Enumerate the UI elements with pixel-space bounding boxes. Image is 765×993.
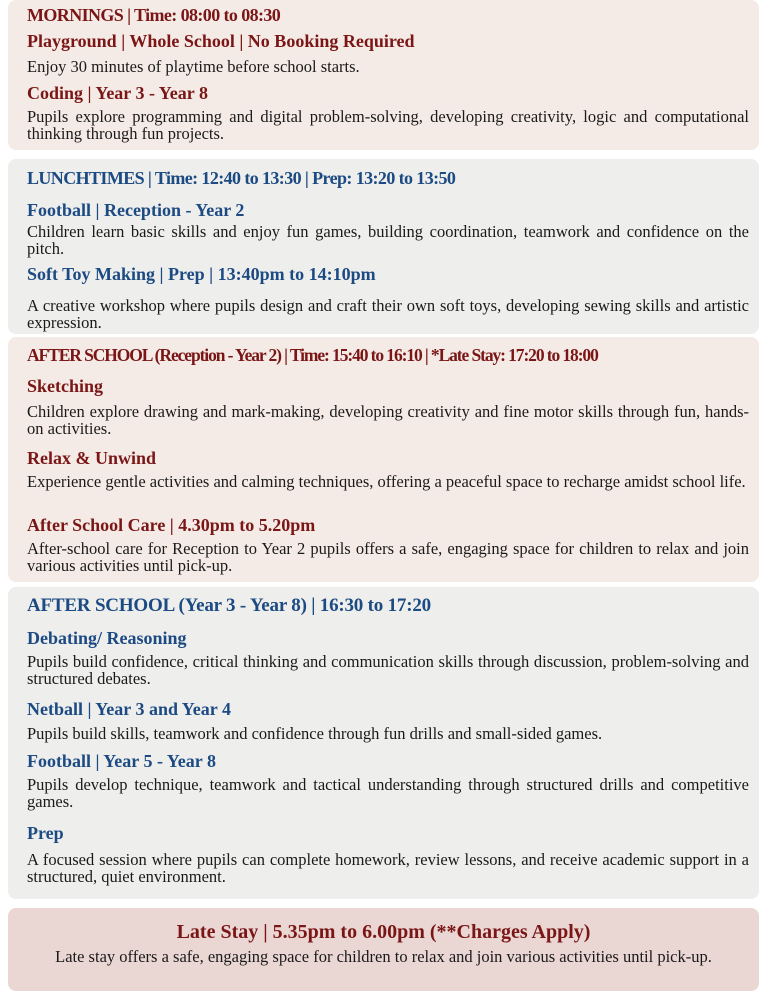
mornings-header: MORNINGS | Time: 08:00 to 08:30 bbox=[27, 5, 281, 25]
late-stay-description: Late stay offers a safe, engaging space for children to relax and join various activities until pick-up. bbox=[55, 947, 712, 966]
activity-description: A focused session where pupils can complete homework, review lessons, and receive academic support in a structured, quiet environment. bbox=[27, 850, 749, 886]
after-school-year3-header: AFTER SCHOOL (Year 3 - Year 8) | 16:30 to 17:20 bbox=[27, 595, 431, 616]
activity-description: Pupils develop technique, teamwork and tactical understanding through structured drills and competitive games. bbox=[27, 775, 749, 811]
activity-description: After-school care for Reception to Year 2 pupils offers a safe, engaging space for children to relax and join various activities until pick-up. bbox=[27, 539, 749, 575]
lunchtimes-header: LUNCHTIMES | Time: 12:40 to 13:30 | Prep: 13:20 to 13:50 bbox=[27, 168, 456, 188]
activity-description: A creative workshop where pupils design and craft their own soft toys, developing sewing skills and artistic expression. bbox=[27, 296, 749, 332]
activity-title: Coding | Year 3 - Year 8 bbox=[27, 83, 208, 103]
after-school-year3-section bbox=[8, 587, 759, 899]
activity-title: Soft Toy Making | Prep | 13:40pm to 14:10pm bbox=[27, 264, 376, 284]
activity-description: Children explore drawing and mark-making, developing creativity and fine motor skills through fun, hands-on activities. bbox=[27, 402, 749, 438]
after-school-reception-section bbox=[8, 337, 759, 582]
after-school-reception-header: AFTER SCHOOL (Reception - Year 2) | Time: 15:40 to 16:10 | *Late Stay: 17:20 to 18:00 bbox=[27, 345, 598, 365]
activity-description: Experience gentle activities and calming techniques, offering a peaceful space to recharge amidst school life. bbox=[27, 472, 746, 491]
activity-description: Pupils explore programming and digital problem-solving, developing creativity, logic and computational thinking through fun projects. bbox=[27, 107, 749, 143]
activity-title: Football | Year 5 - Year 8 bbox=[27, 751, 216, 771]
mornings-section bbox=[8, 0, 759, 150]
activity-title: Debating/ Reasoning bbox=[27, 628, 187, 648]
activity-title: Playground | Whole School | No Booking Required bbox=[27, 31, 415, 51]
activity-description: Pupils build confidence, critical thinking and communication skills through discussion, problem-solving and structured debates. bbox=[27, 652, 749, 688]
activity-title: Relax & Unwind bbox=[27, 448, 157, 468]
activity-description: Children learn basic skills and enjoy fun games, building coordination, teamwork and confidence on the pitch. bbox=[27, 222, 749, 258]
late-stay-section bbox=[8, 908, 759, 991]
late-stay-title: Late Stay | 5.35pm to 6.00pm (**Charges Apply) bbox=[176, 921, 591, 943]
activity-title: Prep bbox=[27, 823, 64, 843]
lunchtimes-section bbox=[8, 159, 759, 334]
activity-title: Sketching bbox=[27, 376, 104, 396]
activity-description: Pupils build skills, teamwork and confidence through fun drills and small-sided games. bbox=[27, 724, 603, 743]
activity-title: After School Care | 4.30pm to 5.20pm bbox=[27, 515, 316, 535]
activity-title: Football | Reception - Year 2 bbox=[27, 200, 245, 220]
activity-title: Netball | Year 3 and Year 4 bbox=[27, 699, 231, 719]
activity-description: Enjoy 30 minutes of playtime before school starts. bbox=[27, 57, 360, 76]
